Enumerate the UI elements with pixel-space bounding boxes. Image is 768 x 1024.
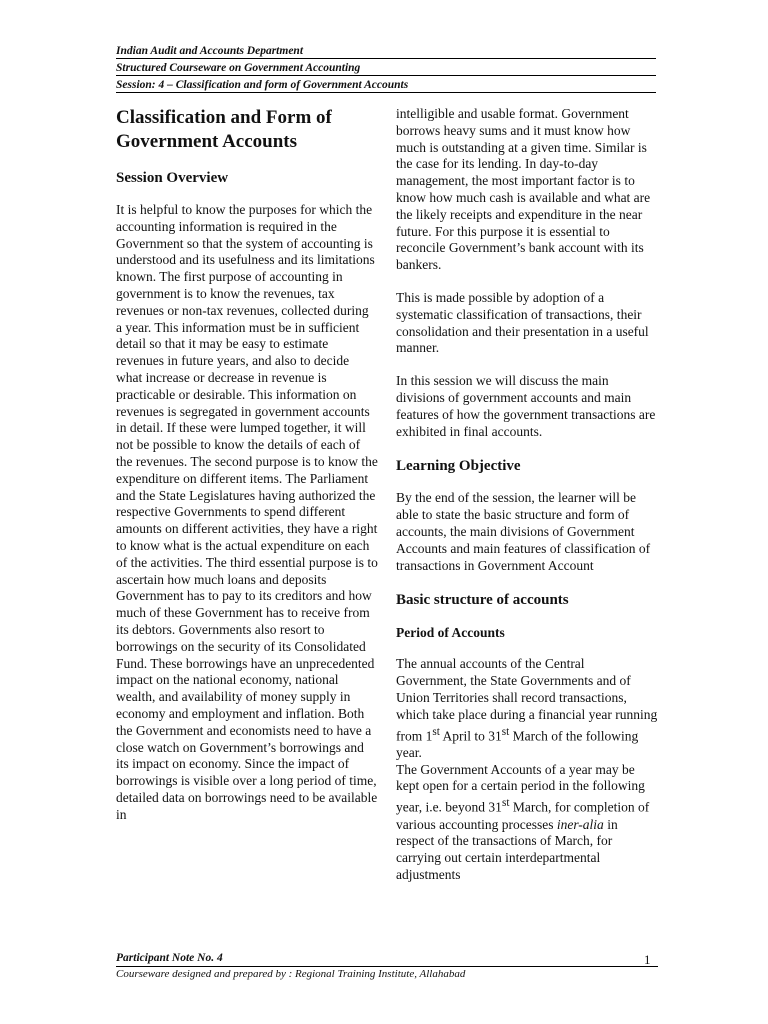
learning-objective-text: By the end of the session, the learner will be able to state the basic structure and form of accounts, the main divisions of Government Accounts and main features of classification of transactions in Government Account [396,490,651,573]
overview-continued-text: intelligible and usable format. Government borrows heavy sums and it must know how much is outstanding at a given time. Similar is the case for its lending. In day-to-day management, the most important factor is to know how much cash is available and what are the likely receipts and expenditure in the near future. For this purpose it is essential to reconcile Government’s bank account with its bankers. [396,106,651,273]
participant-note: Participant Note No. 4 [116,952,223,964]
header-rule-1 [116,58,656,59]
learning-objective-heading: Learning Objective [396,458,521,475]
header-rule-2 [116,75,656,76]
basic-structure-heading: Basic structure of accounts [396,592,569,609]
period-of-accounts-heading: Period of Accounts [396,625,505,641]
session-overview-heading: Session Overview [116,170,229,186]
accounts-open-period-text: The Government Accounts of a year may be kept open for a certain period in the following year, i.e. beyond 31st March, for completion of various accounting processes iner-alia in respect of the transactions of March, for carrying out certain interdepartmental adjustments [396,761,650,882]
header-department: Indian Audit and Accounts Department [116,45,304,57]
header-rule-3 [116,92,656,93]
footer-credit: Courseware designed and prepared by : Regional Training Institute, Allahabad [116,968,466,980]
session-discussion-paragraph: In this session we will discuss the main divisions of government accounts and main features of how the government transactions are exhibited in final accounts. [396,373,656,439]
session-overview-text: It is helpful to know the purposes for which the accounting information is required in the Government so that the system of accounting is understood and its usefulness and its limitations known. The first purpose of accounting in government is to know the revenues, tax revenues or non-tax revenues, collected during a year. This information must be in sufficient detail so that it may be easy to estimate revenues in future years, and also to decide what increase or decrease in revenue is practicable or desirable. This information on revenues is segregated in government accounts in detail. If these were lumped together, it will not be possible to know the details of each of the revenues. The second purpose is to know the expenditure on different items. The Parliament and the State Legislatures having authorized the respective Governments to spend different amounts on different activities, they have a right to know what is the actual expenditure on each of the activities. The third essential purpose is to ascertain how much loans and deposits Government has to pay to its creditors and how much of these Government has to receive from its debtors. Governments also resort to borrowings on the security of its Consolidated Fund. These borrowings have an unprecedented impact on the national economy, national wealth, and availability of money supply in economy and employment and inflation. Both the Government and economists need to have a close watch on Government’s borrowings and its impact on economy. Since the impact of borrowings is visible over a long period of time, detailed data on borrowings need to be available in [116,202,378,822]
period-of-accounts-text: The annual accounts of the Central Government, the State Governments and of Union Territories shall record transactions, which take place during a financial year running from 1st April to 31st March of the following year. [396,656,658,760]
footer-rule [116,966,658,967]
right-column [396,106,658,884]
classification-paragraph: This is made possible by adoption of a systematic classification of transactions, their consolidation and their presentation in a useful manner. [396,289,649,356]
header-session: Session: 4 – Classification and form of Government Accounts [116,79,409,91]
header-courseware: Structured Courseware on Government Accounting [116,62,361,74]
left-column [116,106,378,823]
page-number: 1 [644,952,651,967]
page-title: Classification and Form of Government Accounts [116,107,332,152]
